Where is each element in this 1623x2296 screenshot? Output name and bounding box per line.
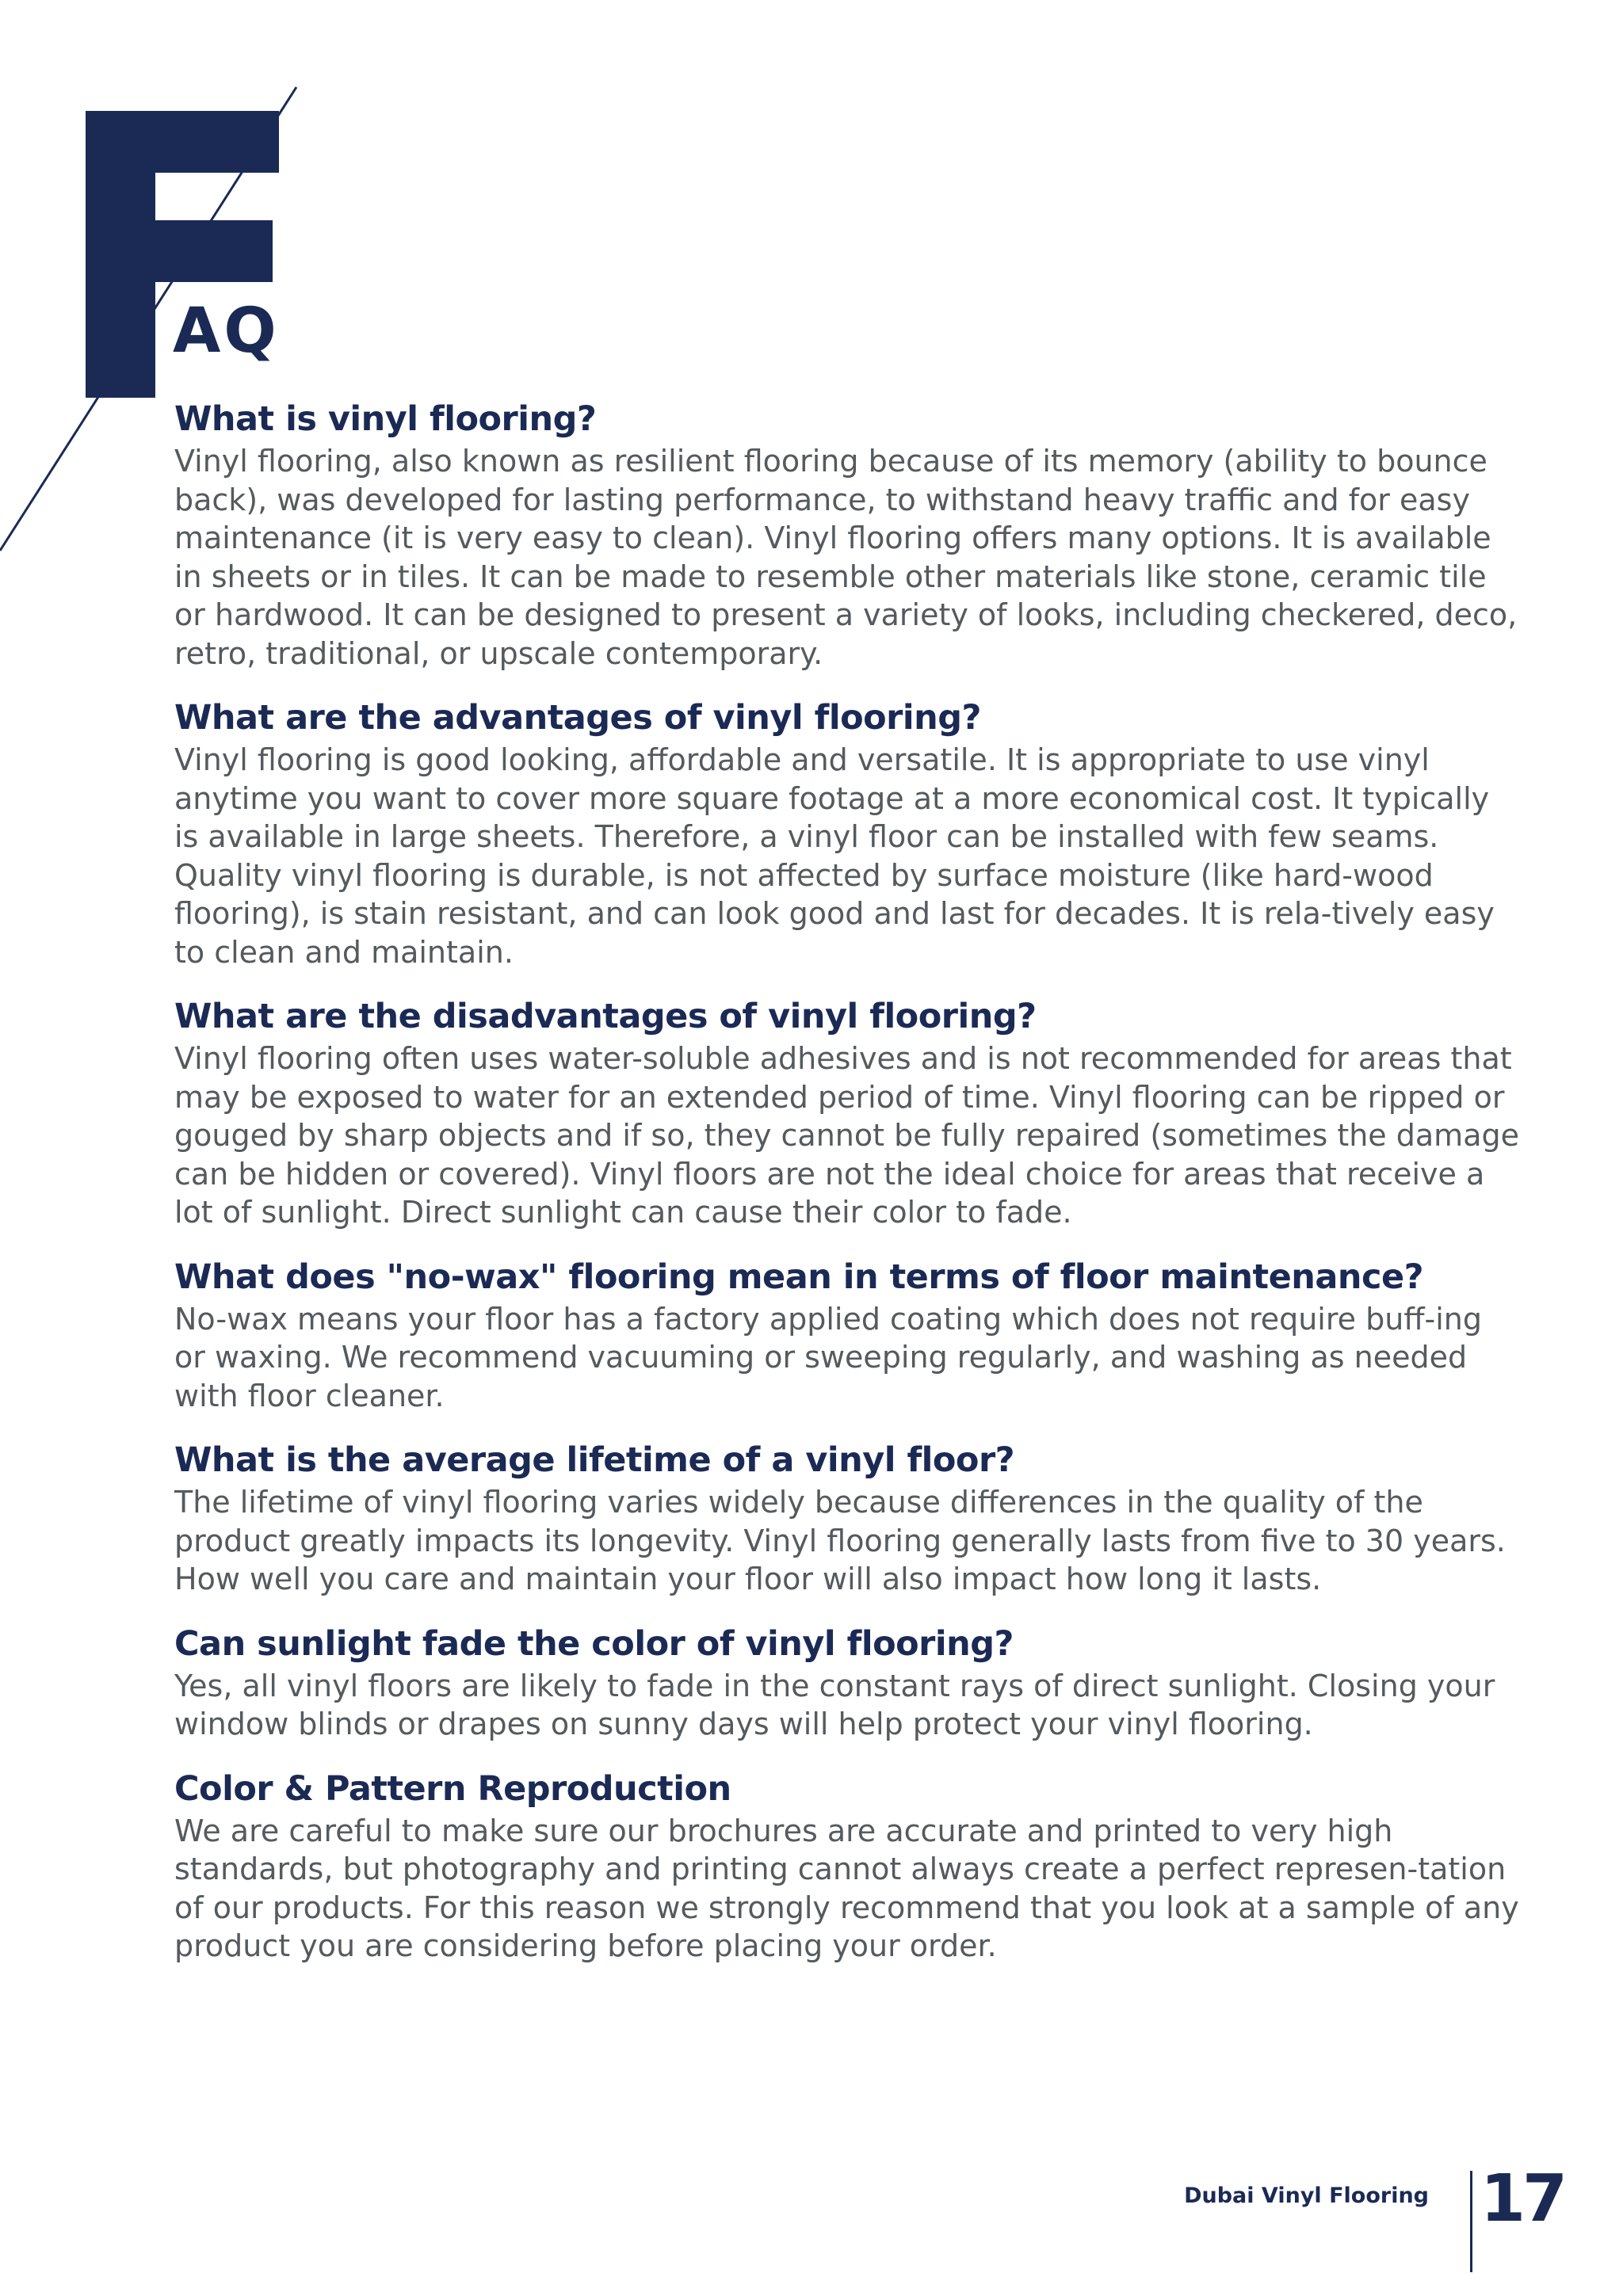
faq-question: What is vinyl flooring? [174,399,597,439]
faq-answer: Vinyl flooring is good looking, affordable and versatile. It is appropriate to use vinyl anytime you want to cover more square footage at a more economical cost. It typically is available in large sheets. Therefore, a vinyl floor can be installed with few seams. Quality vinyl flooring is durable, is not affected by surface moisture (like hard-wood flooring), is stain resistant, and can look good and last for decades. It is rela-tively easy to clean and maintain. [174,742,1495,970]
faq-item [174,695,1522,971]
faq-item [174,396,1522,673]
faq-question: What does "no-wax" flooring mean in terms of floor maintenance? [174,1257,1424,1297]
faq-item [174,1766,1522,1966]
faq-answer: Yes, all vinyl floors are likely to fade in the constant rays of direct sunlight. Closing your window blinds or drapes on sunny days will help protect your vinyl flooring. [174,1668,1495,1741]
faq-answer: Vinyl flooring, also known as resilient flooring because of its memory (ability to bounce back), was developed for lasting performance, to withstand heavy traffic and for easy maintenance (it is very easy to clean). Vinyl flooring offers many options. It is available in sheets or in tiles. It can be made to resemble other materials like stone, ceramic tile or hardwood. It can be designed to present a variety of looks, including checkered, deco, retro, traditional, or upscale contemporary. [174,444,1518,671]
faq-question: Can sunlight fade the color of vinyl flooring? [174,1623,1014,1664]
faq-question: What are the advantages of vinyl flooring? [174,698,981,738]
faq-item [174,1437,1522,1599]
faq-item [174,1621,1522,1744]
faq-list [174,396,1522,1988]
faq-answer: The lifetime of vinyl flooring varies widely because differences in the quality of the product greatly impacts its longevity. Vinyl flooring generally lasts from five to 30 years. How well you care and maintain your floor will also impact how long it lasts. [174,1485,1506,1596]
faq-question: What are the disadvantages of vinyl flooring? [174,997,1037,1036]
faq-answer: Vinyl flooring often uses water-soluble adhesives and is not recommended for areas that may be exposed to water for an extended period of time. Vinyl flooring can be ripped or gouged by sharp objects and if so, they cannot be fully repaired (sometimes the damage can be hidden or covered). Vinyl floors are not the ideal choice for areas that receive a lot of sunlight. Direct sunlight can cause their color to fade. [174,1041,1519,1230]
page-number: 17 [1480,2161,1565,2237]
faq-item [174,994,1522,1232]
faq-answer: No-wax means your floor has a factory applied coating which does not require buff-ing or waxing. We recommend vacuuming or sweeping regularly, and washing as needed with floor cleaner. [174,1301,1482,1413]
faq-question: What is the average lifetime of a vinyl floor? [174,1440,1015,1480]
faq-answer: We are careful to make sure our brochures are accurate and printed to very high standards, but photography and printing cannot always create a perfect represen-tation of our products. For this reason we strongly recommend that you look at a sample of any product you are considering before placing your order. [174,1813,1519,1963]
faq-title-rest: AQ [173,296,280,367]
footer-divider [1470,2171,1472,2272]
faq-item [174,1254,1522,1416]
faq-question: Color & Pattern Reproduction [174,1768,731,1809]
footer-brand: Dubai Vinyl Flooring [1184,2183,1429,2208]
